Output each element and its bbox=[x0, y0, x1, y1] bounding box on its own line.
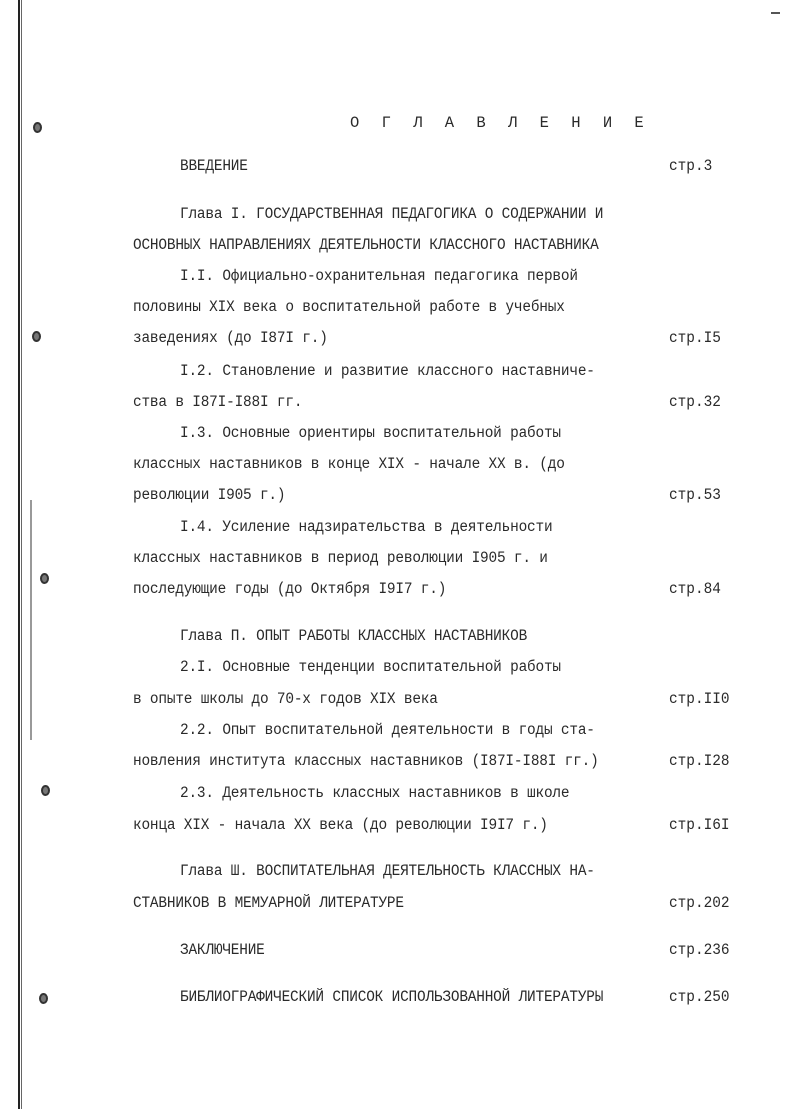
toc-section-2-3-line2: конца XIX - начала XX века (до революции I9I7 г.) bbox=[133, 816, 548, 834]
toc-section-1-2-line2: ства в I87I-I88I гг. bbox=[133, 393, 303, 411]
toc-conclusion-page: стр.236 bbox=[669, 941, 730, 959]
toc-section-1-2-page: стр.32 bbox=[669, 393, 721, 411]
binding-edge-line bbox=[18, 0, 20, 1109]
toc-section-1-4-line2: классных наставников в период революции I905 г. и bbox=[133, 549, 548, 567]
scan-mark bbox=[30, 500, 32, 740]
toc-bibliography-page: стр.250 bbox=[669, 988, 730, 1006]
toc-conclusion-label: ЗАКЛЮЧЕНИЕ bbox=[180, 941, 265, 959]
toc-section-1-4-page: стр.84 bbox=[669, 580, 721, 598]
toc-section-1-3-page: стр.53 bbox=[669, 486, 721, 504]
punch-hole bbox=[39, 993, 48, 1004]
toc-intro-page: стр.3 bbox=[669, 157, 713, 175]
toc-chapter3-line2: СТАВНИКОВ В МЕМУАРНОЙ ЛИТЕРАТУРЕ bbox=[133, 894, 404, 912]
toc-chapter1-line2: ОСНОВНЫХ НАПРАВЛЕНИЯХ ДЕЯТЕЛЬНОСТИ КЛАССНОГО НАСТАВНИКА bbox=[133, 236, 599, 254]
toc-section-2-3-page: стр.I6I bbox=[669, 816, 730, 834]
toc-section-1-4-line3: последующие годы (до Октября I9I7 г.) bbox=[133, 580, 447, 598]
toc-section-1-1-page: стр.I5 bbox=[669, 329, 721, 347]
toc-chapter1-line1: Глава I. ГОСУДАРСТВЕННАЯ ПЕДАГОГИКА О СОДЕРЖАНИИ И bbox=[180, 205, 604, 223]
toc-section-2-1-page: стр.II0 bbox=[669, 690, 730, 708]
toc-title: О Г Л А В Л Е Н И Е bbox=[350, 114, 651, 132]
toc-section-2-1-line2: в опыте школы до 70-х годов XIX века bbox=[133, 690, 438, 708]
toc-chapter3-page: стр.202 bbox=[669, 894, 730, 912]
toc-section-1-1-line1: I.I. Официально-охранительная педагогика первой bbox=[180, 267, 578, 285]
punch-hole bbox=[41, 785, 50, 796]
toc-section-2-2-page: стр.I28 bbox=[669, 752, 730, 770]
punch-hole bbox=[40, 573, 49, 584]
toc-section-1-1-line3: заведениях (до I87I г.) bbox=[133, 329, 328, 347]
toc-section-1-2-line1: I.2. Становление и развитие классного наставниче- bbox=[180, 362, 595, 380]
toc-section-2-2-line1: 2.2. Опыт воспитательной деятельности в годы ста- bbox=[180, 721, 595, 739]
toc-section-2-2-line2: новления института классных наставников (I87I-I88I гг.) bbox=[133, 752, 599, 770]
toc-section-1-3-line2: классных наставников в конце XIX - начале XX в. (до bbox=[133, 455, 565, 473]
punch-hole bbox=[33, 122, 42, 133]
toc-section-2-3-line1: 2.3. Деятельность классных наставников в школе bbox=[180, 784, 570, 802]
toc-intro-label: ВВЕДЕНИЕ bbox=[180, 157, 248, 175]
toc-section-1-1-line2: половины XIX века о воспитательной работе в учебных bbox=[133, 298, 565, 316]
toc-section-1-3-line3: революции I905 г.) bbox=[133, 486, 286, 504]
toc-chapter3-line1: Глава Ш. ВОСПИТАТЕЛЬНАЯ ДЕЯТЕЛЬНОСТЬ КЛАССНЫХ НА- bbox=[180, 862, 595, 880]
scan-mark bbox=[771, 12, 780, 14]
toc-section-1-4-line1: I.4. Усиление надзирательства в деятельности bbox=[180, 518, 553, 536]
binding-edge-line-inner bbox=[21, 0, 22, 1109]
toc-section-2-1-line1: 2.I. Основные тенденции воспитательной работы bbox=[180, 658, 561, 676]
punch-hole bbox=[32, 331, 41, 342]
toc-chapter2-line1: Глава П. ОПЫТ РАБОТЫ КЛАССНЫХ НАСТАВНИКОВ bbox=[180, 627, 528, 645]
toc-section-1-3-line1: I.3. Основные ориентиры воспитательной работы bbox=[180, 424, 561, 442]
toc-bibliography-label: БИБЛИОГРАФИЧЕСКИЙ СПИСОК ИСПОЛЬЗОВАННОЙ ЛИТЕРАТУРЫ bbox=[180, 988, 604, 1006]
